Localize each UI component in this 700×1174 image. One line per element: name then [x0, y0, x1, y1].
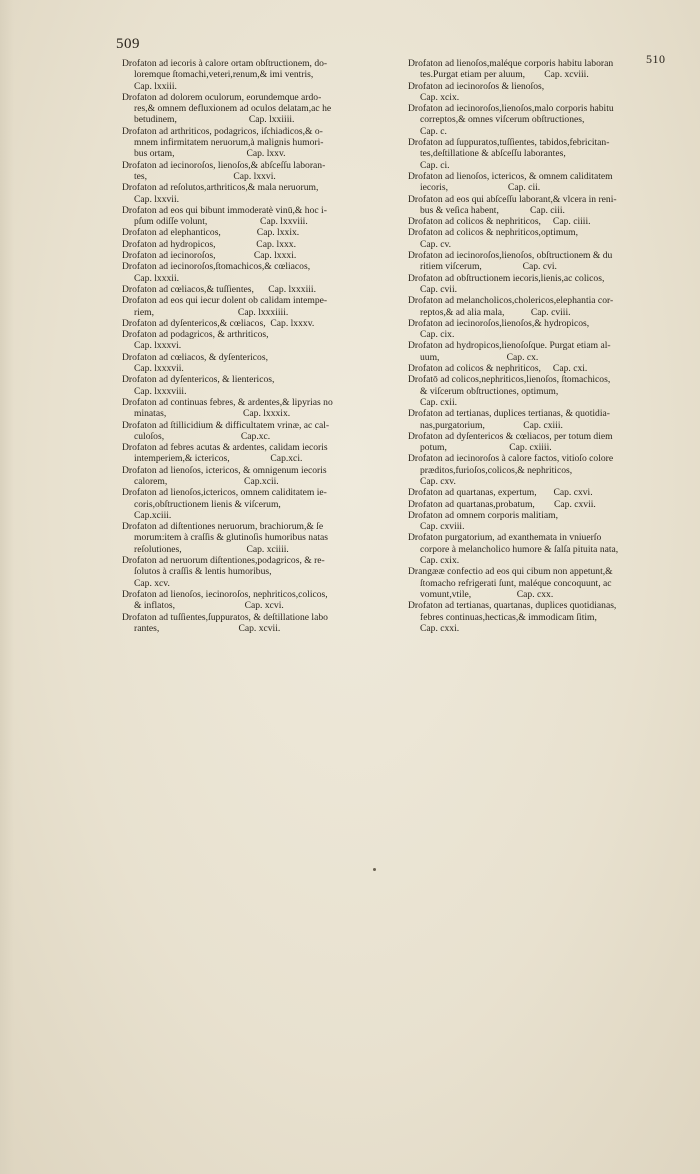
index-entry-line: Cap. cxv. [420, 475, 456, 487]
index-entry-line: Drofaton ad continuas febres, & ardentes,& lipyrias no [122, 396, 333, 408]
index-entry [122, 92, 394, 126]
index-entry-line: Drofaton ad colicos & nephriticos,optimum, [408, 227, 578, 239]
index-entry-line: Drofaton ad lienoſos,maléque corporis habitu laboran [408, 58, 614, 69]
index-entry-line: Cap. xcv. [134, 577, 170, 589]
index-entry-line: Cap.xciii. [134, 509, 172, 521]
index-entry [122, 374, 394, 397]
index-entry-line: Drofaton ad iecinoroſos,lienoſos, obſtructionem & du [408, 250, 613, 262]
index-entry [408, 487, 664, 498]
index-entry-line: bus & veſica habent, Cap. ciii. [420, 204, 565, 216]
index-entry [122, 182, 394, 205]
index-entry-line: Drofatō ad colicos,nephriticos,lienoſos, ſtomachicos, [408, 374, 611, 386]
index-entry-line: Drangææ confectio ad eos qui cibum non appetunt,& [408, 566, 613, 578]
index-entry [122, 160, 394, 183]
index-entry-line: bus ortam, Cap. lxxv. [134, 148, 286, 160]
index-entry [122, 555, 394, 589]
index-entry-line: Drofaton ad neruorum diſtentiones,podagricos, & re- [122, 555, 325, 567]
index-entry-line: Cap. lxxxvii. [134, 363, 184, 375]
index-column-left [122, 58, 394, 634]
index-entry [122, 589, 394, 612]
index-entry [408, 340, 664, 363]
index-entry-line: Cap. lxxxii. [134, 272, 180, 284]
index-entry-line: tes.Purgat etiam per aluum, Cap. xcviii. [420, 69, 589, 81]
index-entry [408, 408, 664, 431]
index-entry-line: Drofaton ad dyſentericos,& cœliacos, Cap. lxxxv. [122, 317, 315, 329]
index-entry [408, 171, 664, 194]
index-entry-line: Cap. lxxxvi. [134, 340, 182, 352]
index-entry-line: Cap. cvii. [420, 283, 458, 295]
index-entry-line: Cap. c. [420, 125, 447, 137]
index-entry [408, 374, 664, 408]
index-entry-line: Drofaton ad hydropicos, Cap. lxxx. [122, 238, 296, 250]
index-entry-line: Drofaton ad eos qui bibunt immoderatè vinū,& hoc i- [122, 204, 327, 216]
index-entry-line: ſtomacho refrigerati ſunt, maléque concoquunt, ac [420, 577, 612, 589]
index-entry [122, 487, 394, 521]
index-entry [408, 250, 664, 273]
index-entry-line: calorem, Cap.xcii. [134, 475, 279, 487]
index-entry-line: Cap. xcix. [420, 91, 460, 103]
index-entry-line: res,& omnem defluxionem ad oculos delatam,ac he [134, 103, 332, 115]
index-entry-line: Drofaton ad eos qui abſceſſu laborant,& vlcera in reni- [408, 193, 617, 205]
index-entry [122, 397, 394, 420]
index-entry-line: febres continuas,hecticas,& immodicam ſitim, [420, 611, 597, 623]
index-entry-line: minatas, Cap. lxxxix. [134, 408, 291, 420]
index-entry [122, 239, 394, 250]
index-entry [122, 227, 394, 238]
index-entry-line: Drofaton ad ſtillicidium & difficultatem vrinæ, ac cal- [122, 419, 330, 431]
index-entry-line: Drofaton ad colicos & nephriticos, Cap. ciiii. [408, 216, 591, 228]
index-entry [408, 431, 664, 454]
index-entry-line: Drofaton ad hydropicos,lienoſoſque. Purgat etiam al- [408, 340, 611, 352]
index-entry [122, 442, 394, 465]
index-entry-line: Drofaton ad iecinoroſos & lienoſos, [408, 80, 545, 92]
index-entry-line: loremque ſtomachi,veteri,renum,& imi ventris, [134, 69, 314, 81]
index-entry-line: ſolutos à craſſis & lentis humoribus, [134, 566, 272, 578]
index-entry-line: Drofaton ad obſtructionem iecoris,lienis,ac colicos, [408, 272, 605, 284]
index-entry-line: iecoris, Cap. cii. [420, 182, 541, 194]
index-entry [408, 194, 664, 217]
index-entry-line: Cap. cv. [420, 238, 452, 250]
index-entry [122, 521, 394, 555]
index-entry-line: Drofaton ad iecinoroſos,lienoſos,malo corporis habitu [408, 103, 614, 115]
index-entry-line: Drofaton ad reſolutos,arthriticos,& mala neruorum, [122, 182, 319, 194]
index-entry [408, 81, 664, 104]
index-entry-line: Drofaton ad melancholicos,cholericos,elephantia cor- [408, 295, 614, 307]
index-entry-line: Drofaton ad arthriticos, podagricos, iſchiadicos,& o- [122, 125, 323, 137]
index-entry-line: corpore à melancholico humore & ſalſa pituita nata, [420, 543, 619, 555]
index-entry-line: Cap. cix. [420, 329, 455, 341]
index-entry [122, 58, 394, 92]
index-entry-line: Drofaton ad lienoſos, ictericos, & omnigenum iecoris [122, 464, 327, 476]
index-entry-line: Drofaton ad diſtentiones neruorum, brachiorum,& ſe [122, 521, 324, 533]
index-entry-line: riem, Cap. lxxxiiii. [134, 306, 289, 318]
index-entry-line: Cap. cxviii. [420, 521, 465, 533]
index-entry-line: Cap. lxxxviii. [134, 385, 187, 397]
index-entry-line: Drofaton purgatorium, ad exanthemata in vniuerſo [408, 532, 602, 544]
index-entry-line: vomunt,vtile, Cap. cxx. [420, 588, 554, 600]
page-number-right: 510 [646, 52, 666, 66]
index-entry-line: Drofaton ad iecinoroſos, lienoſos,& abſceſſu laboran- [122, 159, 326, 171]
index-entry-line: Drofaton ad quartanas, expertum, Cap. cxvi. [408, 487, 593, 499]
index-entry-line: Drofaton ad febres acutas & ardentes, calidam iecoris [122, 442, 328, 454]
index-entry [122, 420, 394, 443]
index-entry-line: culoſos, Cap.xc. [134, 430, 271, 442]
index-entry [408, 58, 664, 81]
index-entry [122, 205, 394, 228]
index-entry-line: coris,obſtructionem lienis & viſcerum, [134, 498, 281, 510]
index-entry [408, 137, 664, 171]
index-entry-line: Drofaton ad eos qui iecur dolent ob calidam intempe- [122, 295, 328, 307]
index-entry [408, 566, 664, 600]
index-entry-line: Cap. cxii. [420, 396, 458, 408]
index-entry-line: Cap. lxxvii. [134, 193, 180, 205]
index-entry [122, 329, 394, 352]
index-entry-line: Cap. lxxiii. [134, 80, 177, 92]
index-entry-line: rantes, Cap. xcvii. [134, 622, 281, 634]
index-entry-line: Drofaton ad cœliacos, & dyſentericos, [122, 351, 268, 363]
index-entry [122, 250, 394, 261]
index-entry-line: Drofaton ad omnem corporis malitiam, [408, 509, 558, 521]
index-entry [408, 295, 664, 318]
index-entry [408, 363, 664, 374]
index-entry-line: & viſcerum obſtructiones, optimum, [420, 385, 559, 397]
index-entry-line: Drofaton ad podagricos, & arthriticos, [122, 329, 269, 341]
index-entry [408, 499, 664, 510]
index-entry-line: reſolutiones, Cap. xciiii. [134, 543, 289, 555]
page-mark [373, 868, 376, 871]
index-entry-line: morum:item à craſſis & glutinoſis humoribus natas [134, 532, 328, 544]
index-entry [122, 612, 394, 635]
index-entry [408, 600, 664, 634]
index-entry [122, 352, 394, 375]
index-entry-line: uum, Cap. cx. [420, 351, 539, 363]
index-entry-line: ritiem viſcerum, Cap. cvi. [420, 261, 557, 273]
index-entry [408, 532, 664, 566]
index-entry-line: nas,purgatorium, Cap. cxiii. [420, 419, 563, 431]
index-entry-line: Drofaton ad iecinoroſos,ſtomachicos,& cœliacos, [122, 261, 311, 273]
index-entry-line: Drofaton ad dolorem oculorum, eorundemque ardo- [122, 91, 322, 103]
index-entry [122, 295, 394, 318]
index-entry-line: Drofaton ad tertianas, quartanas, duplices quotidianas, [408, 600, 617, 612]
index-entry-line: mnem infirmitatem neruorum,à malignis humori- [134, 137, 324, 149]
index-entry [408, 216, 664, 227]
index-entry-line: Drofaton ad dyſentericos, & lientericos, [122, 374, 275, 386]
index-entry [408, 227, 664, 250]
index-entry-line: præditos,furioſos,colicos,& nephriticos, [420, 464, 573, 476]
index-entry-line: Drofaton ad ſuppuratos,tuſſientes, tabidos,febricitan- [408, 137, 610, 149]
index-entry [122, 465, 394, 488]
index-entry [408, 318, 664, 341]
index-entry-line: Drofaton ad cœliacos,& tuſſientes, Cap. lxxxiii. [122, 283, 316, 295]
index-entry-line: betudinem, Cap. lxxiiii. [134, 114, 295, 126]
index-entry [408, 453, 664, 487]
index-entry-line: Drofaton ad tertianas, duplices tertianas, & quotidia- [408, 408, 610, 420]
index-entry-line: tes, Cap. lxxvi. [134, 170, 276, 182]
index-entry-line: Cap. cxxi. [420, 622, 460, 634]
index-entry-line: Drofaton ad quartanas,probatum, Cap. cxvii. [408, 498, 596, 510]
index-entry-line: Drofaton ad iecoris à calore ortam obſtructionem, do- [122, 58, 328, 69]
index-entry [122, 284, 394, 295]
index-entry-line: intemperiem,& ictericos, Cap.xci. [134, 453, 303, 465]
index-entry [408, 103, 664, 137]
index-entry-line: Drofaton ad elephanticos, Cap. lxxix. [122, 227, 300, 239]
index-entry-line: Drofaton ad colicos & nephriticos, Cap. cxi. [408, 363, 588, 375]
index-entry-line: & inflatos, Cap. xcvi. [134, 600, 284, 612]
index-entry-line: tes,deſtillatione & abſceſſu laborantes, [420, 148, 566, 160]
index-entry-line: Drofaton ad lienoſos, iecinoroſos, nephriticos,colicos, [122, 588, 328, 600]
page-number-left: 509 [116, 36, 140, 52]
index-entry [122, 261, 394, 284]
index-entry-line: Cap. cxix. [420, 555, 460, 567]
index-entry-line: Drofaton ad iecinoroſos,lienoſos,& hydropicos, [408, 317, 590, 329]
index-entry-line: reptos,& ad alia mala, Cap. cviii. [420, 306, 571, 318]
index-entry-line: Drofaton ad iecinoroſos, Cap. lxxxi. [122, 250, 297, 262]
index-entry-line: Drofaton ad lienoſos,ictericos, omnem caliditatem ie- [122, 487, 327, 499]
index-entry-line: correptos,& omnes viſcerum obſtructiones, [420, 114, 585, 126]
index-entry [122, 126, 394, 160]
index-entry-line: Drofaton ad iecinoroſos à calore factos, vitioſo colore [408, 453, 614, 465]
index-entry-line: Cap. ci. [420, 159, 450, 171]
index-entry-line: Drofaton ad dyſentericos & cœliacos, per totum diem [408, 430, 613, 442]
index-entry-line: pſum odiſſe volunt, Cap. lxxviii. [134, 216, 308, 228]
index-entry-line: Drofaton ad lienoſos, ictericos, & omnem caliditatem [408, 170, 613, 182]
page-gutter-shadow [0, 0, 14, 1174]
index-column-right [408, 58, 664, 634]
index-entry [122, 318, 394, 329]
index-entry-line: potum, Cap. cxiiii. [420, 442, 552, 454]
index-entry [408, 510, 664, 533]
index-entry-line: Drofaton ad tuſſientes,ſuppuratos, & deſtillatione labo [122, 611, 328, 623]
index-entry [408, 273, 664, 296]
